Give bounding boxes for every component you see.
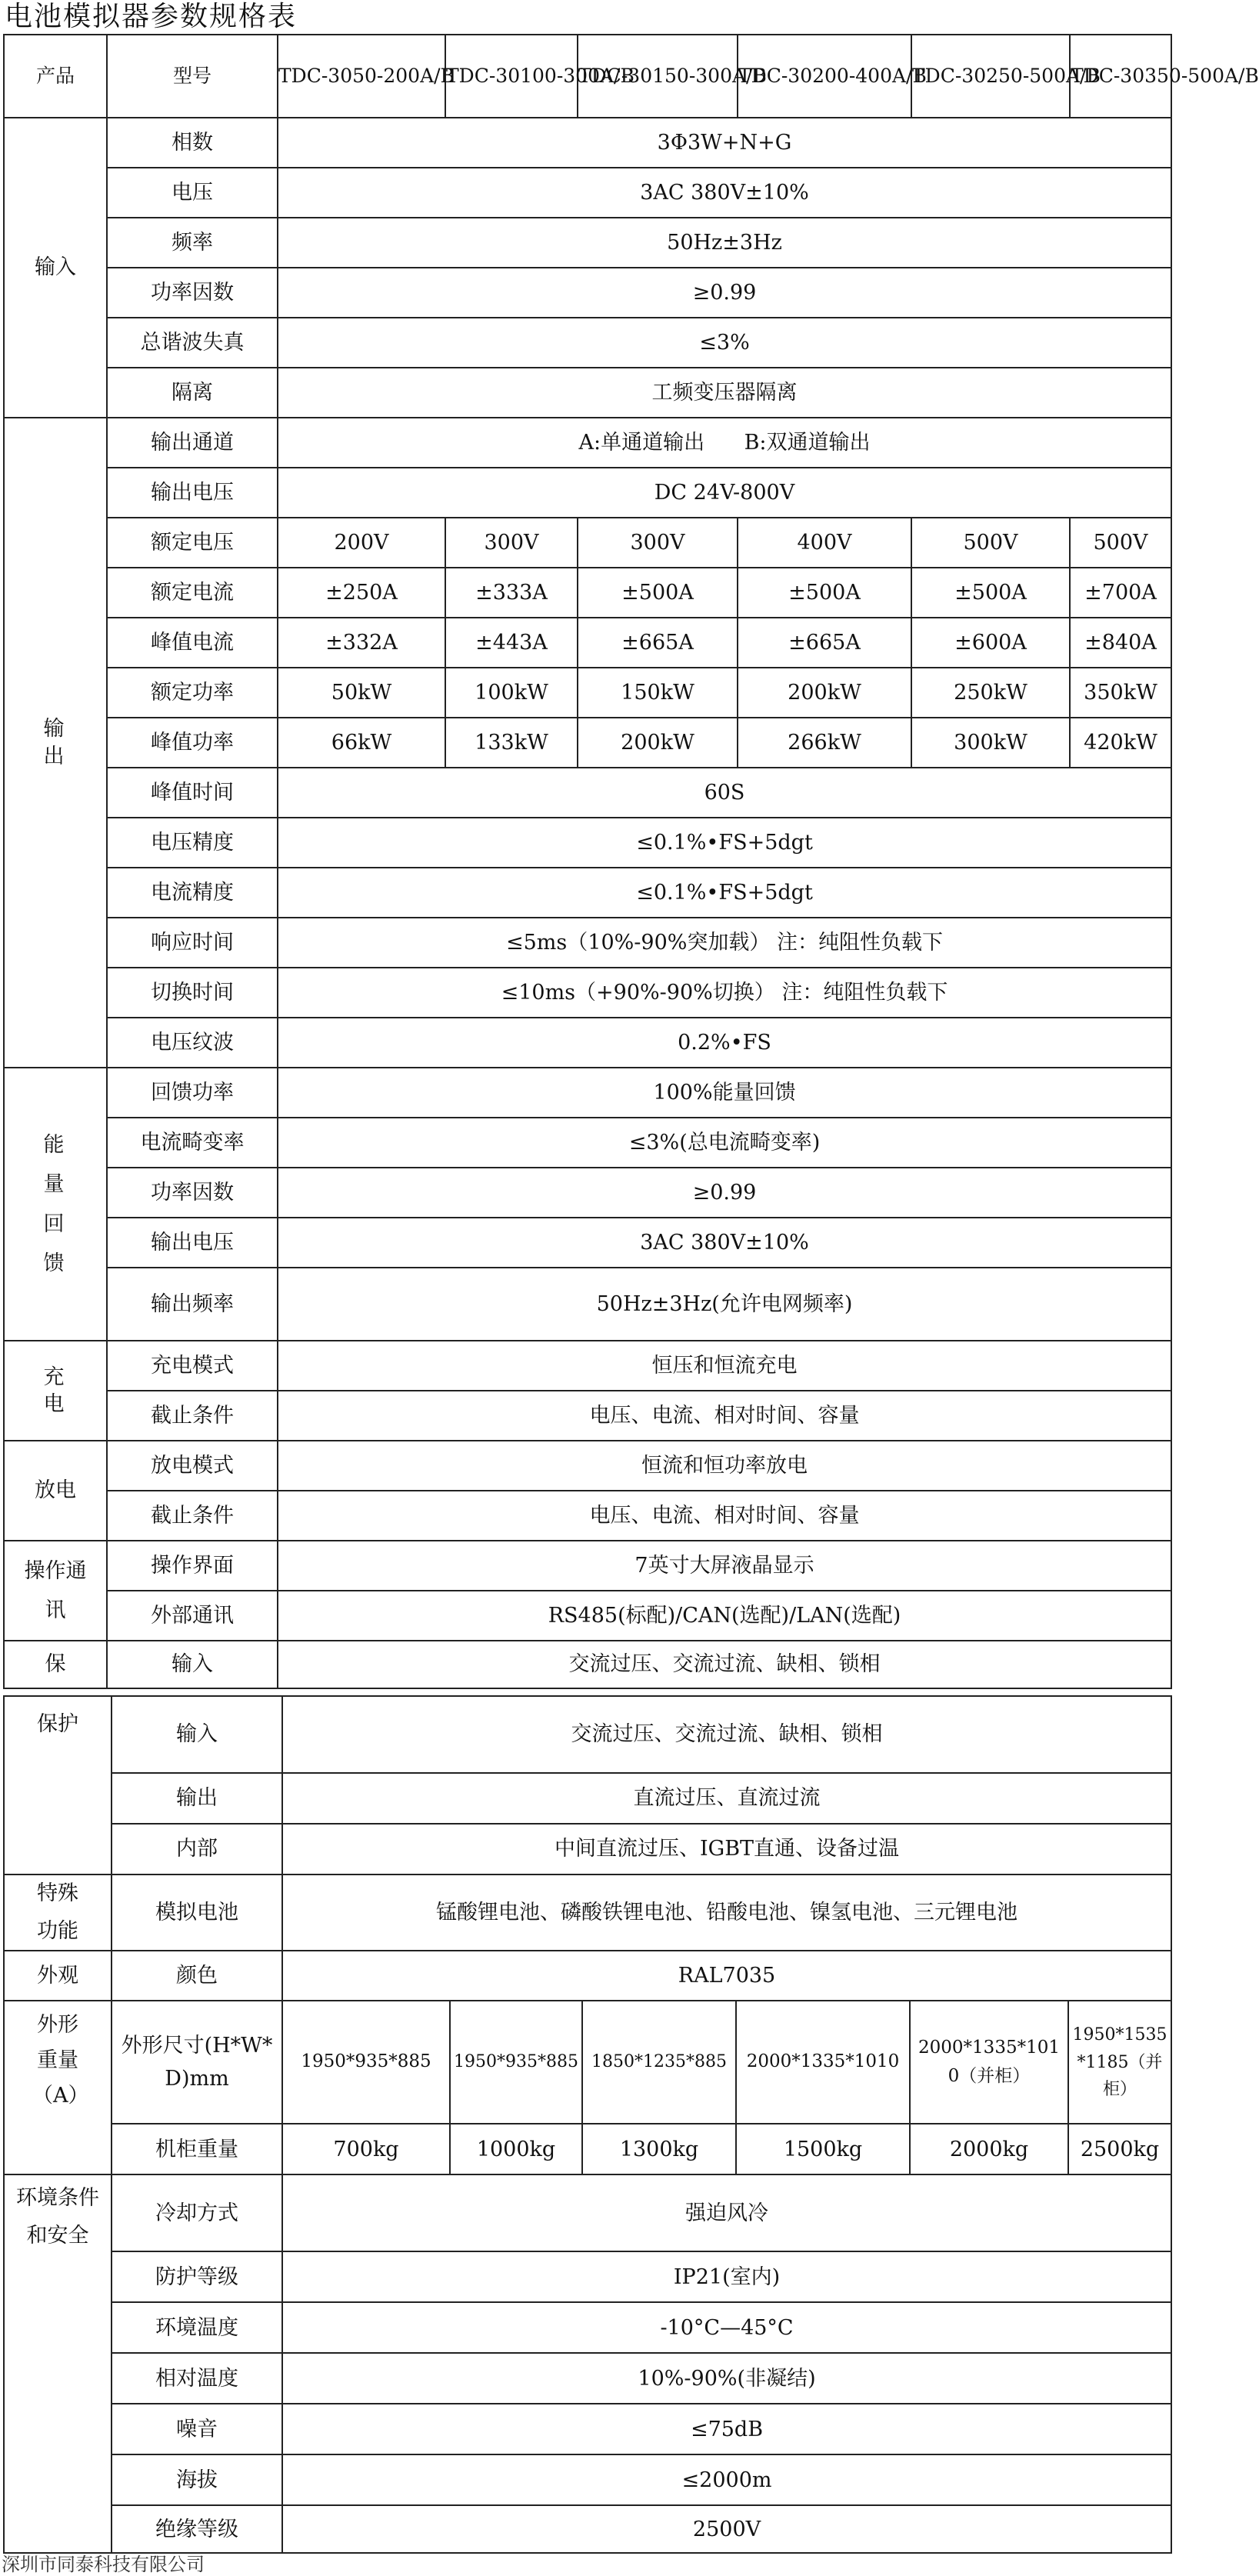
cell: 300kW (911, 718, 1070, 768)
cell: 1950*935*885 (282, 2001, 450, 2124)
row-value: ≤3% (278, 318, 1171, 368)
table-row (4, 768, 1171, 818)
group-output: 输出 (4, 418, 107, 1068)
row-value: ≥0.99 (278, 1168, 1171, 1218)
group-input: 输入 (4, 118, 107, 418)
row-value: ≥0.99 (278, 268, 1171, 318)
row-value: RS485(标配)/CAN(选配)/LAN(选配) (278, 1591, 1171, 1641)
table-row (4, 468, 1171, 518)
cell: ±840A (1070, 618, 1171, 668)
row-value: 交流过压、交流过流、缺相、锁相 (278, 1641, 1171, 1688)
cell: 200kW (738, 668, 911, 718)
cell: 1950*935*885 (450, 2001, 582, 2124)
row-value: A:单通道输出 B:双通道输出 (278, 418, 1171, 468)
table-row (4, 1391, 1171, 1441)
spec-table-main (3, 34, 1259, 1689)
row-value: 50Hz±3Hz(允许电网频率) (278, 1268, 1171, 1341)
cell: 250kW (911, 668, 1070, 718)
table-row (4, 2505, 1171, 2553)
row-label: 绝缘等级 (112, 2505, 282, 2553)
row-value: DC 24V-800V (278, 468, 1171, 518)
row-value: 工频变压器隔离 (278, 368, 1171, 418)
table-row (4, 968, 1171, 1018)
row-label: 海拔 (112, 2454, 282, 2505)
header-product: 产品 (4, 35, 107, 118)
row-value: 锰酸锂电池、磷酸铁锂电池、铅酸电池、镍氢电池、三元锂电池 (282, 1875, 1171, 1951)
row-label: 模拟电池 (112, 1875, 282, 1951)
header-model: 型号 (107, 35, 278, 118)
table-row (4, 218, 1171, 268)
group-comm: 操作通讯 (4, 1541, 107, 1641)
cell: 266kW (738, 718, 911, 768)
header-row (4, 35, 1171, 118)
cell: 1850*1235*885 (582, 2001, 736, 2124)
group-protect-partial: 保 (4, 1641, 107, 1688)
cell: ±665A (578, 618, 738, 668)
table-row (4, 1491, 1171, 1541)
table-row (4, 2251, 1171, 2302)
table-row (4, 868, 1171, 918)
cell: 133kW (445, 718, 578, 768)
table-row (4, 368, 1171, 418)
cell: 66kW (278, 718, 445, 768)
row-label: 额定电压 (107, 518, 278, 568)
table-row (4, 318, 1171, 368)
group-environment: 环境条件和安全 (4, 2174, 112, 2553)
row-value: 交流过压、交流过流、缺相、锁相 (282, 1696, 1171, 1773)
cell: 200V (278, 518, 445, 568)
row-value: -10°C—45°C (282, 2302, 1171, 2353)
model-6: TDC-30350-500A/B (1070, 35, 1171, 118)
row-label: 操作界面 (107, 1541, 278, 1591)
row-value: 0.2%•FS (278, 1018, 1171, 1068)
cell: 700kg (282, 2124, 450, 2174)
cell: ±443A (445, 618, 578, 668)
row-value: 3AC 380V±10% (278, 168, 1171, 218)
row-label: 输入 (112, 1696, 282, 1773)
row-label: 功率因数 (107, 268, 278, 318)
cell: 350kW (1070, 668, 1171, 718)
row-label: 输出电压 (107, 468, 278, 518)
table-row (4, 1824, 1171, 1875)
cell: 2000*1335*1010（并柜） (910, 2001, 1068, 2124)
table-row (4, 818, 1171, 868)
row-label: 机柜重量 (112, 2124, 282, 2174)
table-row (4, 1541, 1171, 1591)
row-label: 相对温度 (112, 2353, 282, 2404)
cell: ±250A (278, 568, 445, 618)
row-label: 峰值电流 (107, 618, 278, 668)
table-row (4, 1218, 1171, 1268)
row-label: 输出通道 (107, 418, 278, 468)
row-label: 电压精度 (107, 818, 278, 868)
table-row (4, 1875, 1171, 1951)
table-row (4, 2001, 1171, 2124)
table-row (4, 2454, 1171, 2505)
cell: 1950*1535*1185（并柜） (1068, 2001, 1171, 2124)
row-value: ≤0.1%•FS+5dgt (278, 818, 1171, 868)
cell: 200kW (578, 718, 738, 768)
cell: 300V (445, 518, 578, 568)
model-5: TDC-30250-500A/B (911, 35, 1070, 118)
table-row (4, 268, 1171, 318)
table-row (4, 1018, 1171, 1068)
cell: 1300kg (582, 2124, 736, 2174)
row-label: 防护等级 (112, 2251, 282, 2302)
cell: ±333A (445, 568, 578, 618)
row-value: 7英寸大屏液晶显示 (278, 1541, 1171, 1591)
spec-table-continued (3, 1695, 1172, 2554)
row-label: 电压 (107, 168, 278, 218)
cell: 2000*1335*1010 (736, 2001, 910, 2124)
cell: 2000kg (910, 2124, 1068, 2174)
model-1: TDC-3050-200A/B (278, 35, 445, 118)
row-label: 电流畸变率 (107, 1118, 278, 1168)
row-label: 峰值时间 (107, 768, 278, 818)
table-row (4, 1591, 1171, 1641)
cell: ±665A (738, 618, 911, 668)
table-row (4, 2353, 1171, 2404)
cell: 50kW (278, 668, 445, 718)
table-row (4, 518, 1171, 568)
row-value: ≤10ms（+90%-90%切换） 注：纯阻性负载下 (278, 968, 1171, 1018)
cell: 400V (738, 518, 911, 568)
group-protect: 保护 (4, 1696, 112, 1875)
group-dimensions: 外形重量（A） (4, 2001, 112, 2174)
row-label: 额定功率 (107, 668, 278, 718)
row-label: 放电模式 (107, 1441, 278, 1491)
row-value: 3Φ3W+N+G (278, 118, 1171, 168)
row-label: 隔离 (107, 368, 278, 418)
row-label: 响应时间 (107, 918, 278, 968)
row-label: 环境温度 (112, 2302, 282, 2353)
row-label: 外部通讯 (107, 1591, 278, 1641)
table-row (4, 1773, 1171, 1824)
cell: ±500A (738, 568, 911, 618)
table-row (4, 418, 1171, 468)
model-2: TDC-30100-300A/B (445, 35, 578, 118)
table-row (4, 2174, 1171, 2251)
cell: ±332A (278, 618, 445, 668)
group-appearance: 外观 (4, 1951, 112, 2001)
cell: 300V (578, 518, 738, 568)
model-3: TDC-30150-300A/B (578, 35, 738, 118)
footer-company: 深圳市同泰科技有限公司 (2, 2554, 205, 2575)
page-title: 电池模拟器参数规格表 (5, 1, 298, 32)
table-row (4, 918, 1171, 968)
row-value: 3AC 380V±10% (278, 1218, 1171, 1268)
row-value: 10%-90%(非凝结) (282, 2353, 1171, 2404)
row-label: 总谐波失真 (107, 318, 278, 368)
row-value: ≤3%(总电流畸变率) (278, 1118, 1171, 1168)
table-row (4, 1951, 1171, 2001)
table-row (4, 568, 1171, 618)
row-label: 额定电流 (107, 568, 278, 618)
row-label: 电压纹波 (107, 1018, 278, 1068)
table-row (4, 2404, 1171, 2454)
row-value: ≤0.1%•FS+5dgt (278, 868, 1171, 918)
row-label: 输出频率 (107, 1268, 278, 1341)
cell: 100kW (445, 668, 578, 718)
row-value: 电压、电流、相对时间、容量 (278, 1391, 1171, 1441)
table-row (4, 1118, 1171, 1168)
row-label: 输出电压 (107, 1218, 278, 1268)
row-label: 截止条件 (107, 1491, 278, 1541)
table-row (4, 618, 1171, 668)
table-row (4, 118, 1171, 168)
row-value: 直流过压、直流过流 (282, 1773, 1171, 1824)
table-row (4, 1641, 1171, 1688)
row-label: 颜色 (112, 1951, 282, 2001)
row-value: 60S (278, 768, 1171, 818)
table-row (4, 1268, 1171, 1341)
row-value: ≤5ms（10%-90%突加载） 注：纯阻性负载下 (278, 918, 1171, 968)
row-value: ≤75dB (282, 2404, 1171, 2454)
table-row (4, 1341, 1171, 1391)
row-value: 恒流和恒功率放电 (278, 1441, 1171, 1491)
row-label: 外形尺寸(H*W*D)mm (112, 2001, 282, 2124)
row-label: 峰值功率 (107, 718, 278, 768)
group-discharge: 放电 (4, 1441, 107, 1541)
row-value: ≤2000m (282, 2454, 1171, 2505)
row-value: 2500V (282, 2505, 1171, 2553)
group-special: 特殊功能 (4, 1875, 112, 1951)
row-label: 冷却方式 (112, 2174, 282, 2251)
row-label: 输出 (112, 1773, 282, 1824)
table-row (4, 1696, 1171, 1773)
row-label: 噪音 (112, 2404, 282, 2454)
row-label: 电流精度 (107, 868, 278, 918)
cell: 420kW (1070, 718, 1171, 768)
cell: 1500kg (736, 2124, 910, 2174)
cell: 1000kg (450, 2124, 582, 2174)
row-value: 电压、电流、相对时间、容量 (278, 1491, 1171, 1541)
table-row (4, 1068, 1171, 1118)
row-label: 切换时间 (107, 968, 278, 1018)
table-row (4, 1441, 1171, 1491)
row-value: RAL7035 (282, 1951, 1171, 2001)
row-value: 恒压和恒流充电 (278, 1341, 1171, 1391)
cell: 500V (911, 518, 1070, 568)
cell: ±700A (1070, 568, 1171, 618)
table-row (4, 2302, 1171, 2353)
row-label: 频率 (107, 218, 278, 268)
cell: 500V (1070, 518, 1171, 568)
group-feedback: 能量回馈 (4, 1068, 107, 1341)
row-value: 强迫风冷 (282, 2174, 1171, 2251)
cell: ±500A (578, 568, 738, 618)
table-row (4, 1168, 1171, 1218)
cell: 2500kg (1068, 2124, 1171, 2174)
row-label: 回馈功率 (107, 1068, 278, 1118)
row-label: 输入 (107, 1641, 278, 1688)
row-value: IP21(室内) (282, 2251, 1171, 2302)
row-value: 50Hz±3Hz (278, 218, 1171, 268)
table-row (4, 2124, 1171, 2174)
model-4: TDC-30200-400A/B (738, 35, 911, 118)
row-label: 内部 (112, 1824, 282, 1875)
table-row (4, 718, 1171, 768)
table-row (4, 168, 1171, 218)
cell: 150kW (578, 668, 738, 718)
cell: ±600A (911, 618, 1070, 668)
table-row (4, 668, 1171, 718)
row-label: 截止条件 (107, 1391, 278, 1441)
cell: ±500A (911, 568, 1070, 618)
row-label: 相数 (107, 118, 278, 168)
row-value: 中间直流过压、IGBT直通、设备过温 (282, 1824, 1171, 1875)
row-value: 100%能量回馈 (278, 1068, 1171, 1118)
row-label: 充电模式 (107, 1341, 278, 1391)
group-charge: 充电 (4, 1341, 107, 1441)
row-label: 功率因数 (107, 1168, 278, 1218)
